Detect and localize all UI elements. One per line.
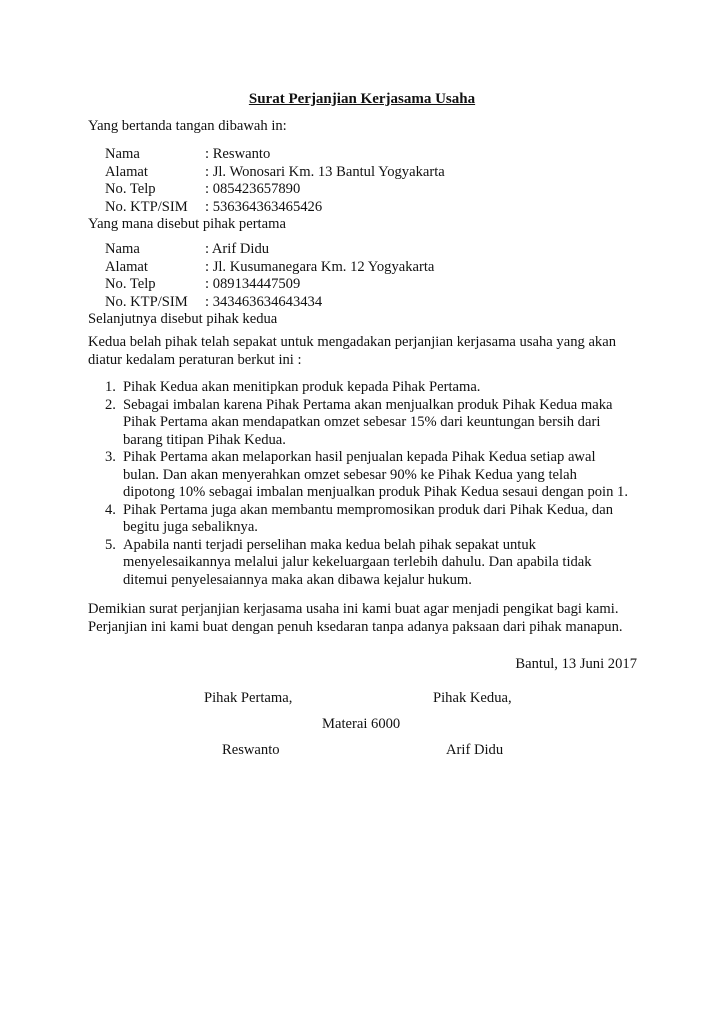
party-second-address: : Jl. Kusumanegara Km. 12 Yogyakarta bbox=[205, 258, 435, 275]
party-first-address: : Jl. Wonosari Km. 13 Bantul Yogyakarta bbox=[205, 163, 445, 180]
intro-text: Yang bertanda tangan dibawah in: bbox=[88, 118, 287, 134]
closing-line: Perjanjian ini kami buat dengan penuh ksedaran tanpa adanya paksaan dari pihak manapun. bbox=[88, 618, 623, 635]
party-second-phone: : 089134447509 bbox=[205, 276, 301, 292]
name-label: Nama bbox=[105, 146, 140, 162]
closing-paragraph bbox=[88, 601, 623, 636]
term-line: Pihak Pertama juga akan membantu mempromosikan produk dari Pihak Kedua, dan bbox=[123, 501, 613, 518]
term-line: ditemui penyelesaiannya maka akan dibawa kejalur hukum. bbox=[123, 571, 472, 588]
stamp-label: Materai 6000 bbox=[322, 716, 401, 732]
term-number: 4. bbox=[105, 501, 116, 518]
term-text bbox=[123, 449, 653, 502]
second-party-label: Pihak Kedua, bbox=[433, 690, 512, 706]
agreement-paragraph bbox=[88, 334, 616, 369]
party-first-id: : 536364363465426 bbox=[205, 198, 323, 215]
party-first-phone: : 085423657890 bbox=[205, 181, 301, 197]
document-title: Surat Perjanjian Kerjasama Usaha bbox=[248, 91, 476, 107]
term-number: 3. bbox=[105, 449, 116, 465]
term-line: menyelesaikannya melalui jalur kekeluargaan terlebih dahulu. Dan apabila tidak bbox=[123, 554, 592, 570]
party-second-name-row bbox=[105, 241, 625, 259]
party-second-designation: Selanjutnya disebut pihak kedua bbox=[88, 311, 278, 327]
term-text bbox=[123, 537, 653, 590]
term-line: barang titipan Pihak Kedua. bbox=[123, 431, 286, 448]
party-second-id: : 343463634643434 bbox=[205, 293, 323, 310]
term-item bbox=[105, 502, 653, 537]
term-item bbox=[105, 379, 653, 397]
first-party-label: Pihak Pertama, bbox=[204, 690, 293, 706]
document-date: Bantul, 13 Juni 2017 bbox=[515, 656, 637, 672]
term-line: Sebagai imbalan karena Pihak Pertama akan menjualkan produk Pihak Kedua maka bbox=[123, 396, 613, 413]
second-party-signatory: Arif Didu bbox=[446, 742, 504, 758]
closing-line: Demikian surat perjanjian kerjasama usaha ini kami buat agar menjadi pengikat bagi kami. bbox=[88, 601, 619, 617]
term-text bbox=[123, 379, 653, 397]
term-item bbox=[105, 537, 653, 590]
party-first-block bbox=[105, 146, 625, 216]
term-line: Pihak Pertama akan mendapatkan omzet sebesar 15% dari keuntungan bersih dari bbox=[123, 414, 601, 430]
term-line: dipotong 10% sebagai imbalan menjualkan produk Pihak Kedua sesaui dengan poin 1. bbox=[123, 484, 628, 500]
term-line: Pihak Kedua akan menitipkan produk kepada Pihak Pertama. bbox=[123, 379, 481, 395]
party-first-designation: Yang mana disebut pihak pertama bbox=[88, 216, 286, 232]
term-item bbox=[105, 397, 653, 450]
party-second-block bbox=[105, 241, 625, 311]
name-label: Nama bbox=[105, 241, 140, 257]
first-party-signatory: Reswanto bbox=[222, 742, 280, 758]
term-text bbox=[123, 502, 653, 537]
party-first-address-row bbox=[105, 164, 625, 182]
term-number: 1. bbox=[105, 379, 116, 395]
term-item bbox=[105, 449, 653, 502]
term-line: Apabila nanti terjadi perselihan maka kedua belah pihak sepakat untuk bbox=[123, 536, 536, 553]
term-line: begitu juga sebaliknya. bbox=[123, 519, 258, 535]
party-second-id-row bbox=[105, 294, 625, 312]
party-second-phone-row bbox=[105, 276, 625, 294]
party-first-phone-row bbox=[105, 181, 625, 199]
agreement-line: Kedua belah pihak telah sepakat untuk mengadakan perjanjian kerjasama usaha yang akan bbox=[88, 334, 616, 350]
phone-label: No. Telp bbox=[105, 181, 156, 197]
party-first-name-row bbox=[105, 146, 625, 164]
term-text bbox=[123, 397, 653, 450]
address-label: Alamat bbox=[105, 258, 148, 275]
party-second-name: : Arif Didu bbox=[205, 241, 270, 257]
term-line: Pihak Pertama akan melaporkan hasil penjualan kepada Pihak Kedua setiap awal bbox=[123, 449, 596, 465]
party-first-id-row bbox=[105, 199, 625, 217]
party-second-address-row bbox=[105, 259, 625, 277]
id-label: No. KTP/SIM bbox=[105, 198, 188, 215]
party-first-name: : Reswanto bbox=[205, 146, 271, 162]
term-number: 5. bbox=[105, 536, 116, 553]
terms-list bbox=[105, 379, 653, 589]
term-number: 2. bbox=[105, 396, 116, 413]
id-label: No. KTP/SIM bbox=[105, 293, 188, 310]
agreement-line: diatur kedalam peraturan berkut ini : bbox=[88, 351, 302, 368]
phone-label: No. Telp bbox=[105, 276, 156, 292]
term-line: bulan. Dan akan menyerahkan omzet sebesar 90% ke Pihak Kedua yang telah bbox=[123, 466, 577, 483]
address-label: Alamat bbox=[105, 163, 148, 180]
